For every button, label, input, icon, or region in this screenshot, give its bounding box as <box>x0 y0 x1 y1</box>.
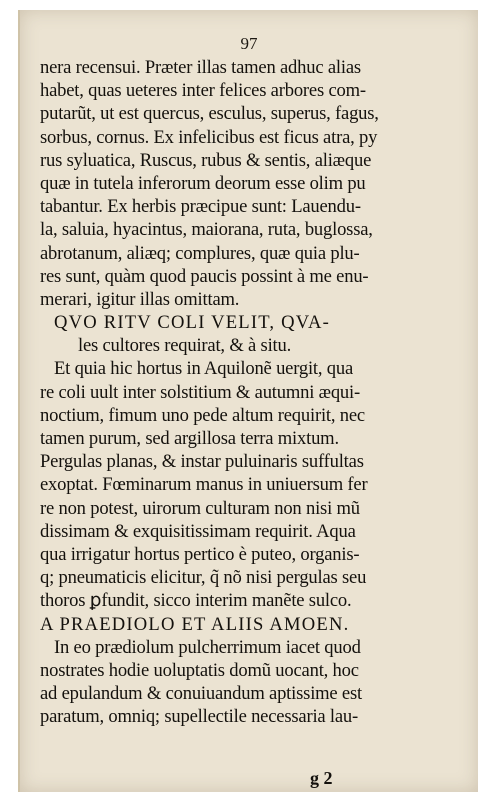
text-line: re non potest, uirorum culturam non nisi mũ <box>40 497 360 519</box>
text-line: nera recensui. Præter illas tamen adhuc alias <box>40 57 361 78</box>
text-line: paratum, omniq; supellectile necessaria lau- <box>40 706 359 728</box>
text-line: In eo prædiolum pulcherrimum iacet quod <box>54 636 361 658</box>
text-line: exoptat. Fœminarum manus in uniuersum fer <box>40 474 368 496</box>
text-line: qua irrigatur hortus pertico è puteo, organis- <box>40 543 360 565</box>
text-line: thoros ꝑfundit, sicco interim manẽte sulco. <box>40 590 352 612</box>
text-line: sorbus, cornus. Ex infelicibus est ficus atra, py <box>40 126 378 148</box>
section-heading: A PRAEDIOLO ET ALIIS AMOEN. <box>40 613 350 635</box>
signature-mark: g 2 <box>310 768 333 788</box>
text-line: merari, igitur illas omittam. <box>40 288 240 310</box>
text-line: res sunt, quàm quod paucis possint à me enu- <box>40 265 369 287</box>
section-heading: QVO RITV COLI VELIT, QVA- <box>54 312 331 334</box>
text-line: abrotanum, aliæq; complures, quæ quia plu- <box>40 242 360 264</box>
page-number: 97 <box>240 34 258 53</box>
text-line: rus syluatica, Ruscus, rubus & sentis, aliæque <box>40 149 372 171</box>
text-line: nostrates hodie uoluptatis domũ uocant, hoc <box>40 659 359 681</box>
text-line: la, saluia, hyacintus, maiorana, ruta, buglossa, <box>40 219 373 241</box>
text-line: habet, quas ueteres inter felices arbores com- <box>40 80 366 102</box>
text-line: quæ in tutela inferorum deorum esse olim pu <box>40 172 366 194</box>
text-line: ad epulandum & conuiuandum aptissime est <box>40 683 362 705</box>
text-line: re coli uult inter solstitium & autumni æqui- <box>40 381 360 403</box>
text-line: putarũt, ut est quercus, esculus, superus, fagus, <box>40 103 379 125</box>
section-heading-continuation: les cultores requirat, & à situ. <box>78 335 292 357</box>
book-page <box>18 10 478 792</box>
text-line: dissimam & exquisitissimam requirit. Aqua <box>40 520 356 542</box>
text-line: q; pneumaticis elicitur, q̃ nõ nisi pergulas seu <box>40 567 367 589</box>
page-text <box>40 56 464 728</box>
text-line: noctium, fimum uno pede altum requirit, nec <box>40 404 365 426</box>
text-line: Et quia hic hortus in Aquilonẽ uergit, qua <box>54 358 354 380</box>
text-line: tamen purum, sed argillosa terra mixtum. <box>40 428 339 449</box>
text-line: Pergulas planas, & instar puluinaris suffultas <box>40 451 364 473</box>
text-line: tabantur. Ex herbis præcipue sunt: Lauendu- <box>40 196 361 218</box>
